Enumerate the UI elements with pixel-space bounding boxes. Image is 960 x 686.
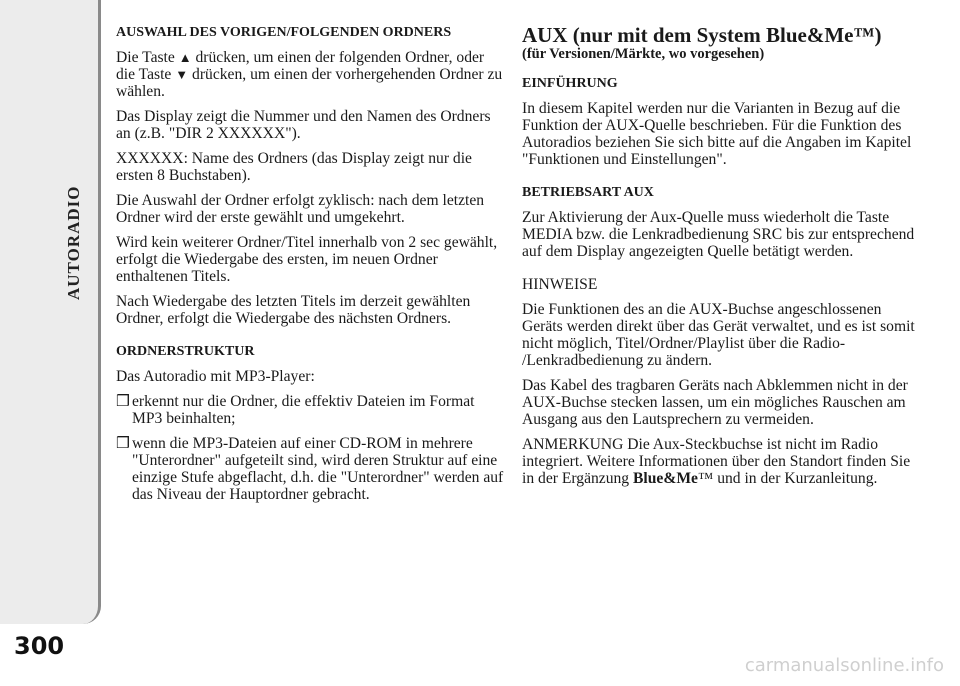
text-segment: drücken, um einen der folgenden Ordner, oder die Taste: [116, 49, 485, 83]
side-tab: [0, 0, 101, 624]
heading-aux-mode: BETRIEBSART AUX: [522, 185, 654, 200]
heading-folder-structure: ORDNERSTRUKTUR: [116, 344, 255, 359]
paragraph: Die Auswahl der Ordner erfolgt zyklisch: nach dem letzten Ordner wird der erste gewählt und umgekehrt.: [116, 192, 485, 226]
checkbox-bullet-icon: ❒: [116, 435, 130, 452]
paragraph: Das Autoradio mit MP3-Player:: [116, 368, 315, 385]
list-item-text: wenn die MP3-Dateien auf einer CD-ROM in mehrere "Unterordner" aufgeteilt sind, wird deren Struktur auf eine einzige Stufe abgeflacht, d.h. die "Unterordner" werden auf das Niveau der Hauptordner gebracht.: [132, 435, 504, 503]
section-title: AUX (nur mit dem System Blue&Me™): [522, 23, 882, 47]
text-segment: drücken, um einen der vorhergehenden Ordner zu wählen.: [116, 66, 503, 100]
paragraph: In diesem Kapitel werden nur die Varianten in Bezug auf die Funktion der AUX-Quelle beschrieben. Für die Funktion des Autoradios beziehen Sie sich bitte auf die Angaben im Kapitel "Funktionen und Einstellungen".: [522, 100, 912, 168]
paragraph: Zur Aktivierung der Aux-Quelle muss wiederholt die Taste MEDIA bzw. die Lenkradbedienung SRC bis zur entsprechend auf dem Display angezeigten Quelle betätigt werden.: [522, 209, 915, 260]
page-number: 300: [14, 632, 65, 660]
up-arrow-icon: ▲: [178, 50, 192, 65]
text-segment: und in der Kurzanleitung.: [717, 470, 878, 487]
paragraph: Nach Wiedergabe des letzten Titels im derzeit gewählten Ordner, erfolgt die Wiedergabe des nächsten Ordners.: [116, 293, 471, 327]
paragraph: Das Display zeigt die Nummer und den Namen des Ordners an (z.B. "DIR 2 XXXXXX").: [116, 108, 491, 142]
right-column: [522, 24, 918, 495]
trademark-symbol: ™: [697, 470, 714, 487]
section-label: AUTORADIO: [64, 185, 83, 300]
text-segment: ANMERKUNG Die Aux-Steckbuchse ist nicht im Radio integriert. Weitere Informationen über den Standort finden Sie in der Ergänzung: [522, 436, 911, 487]
left-column: [116, 24, 504, 511]
heading-notes: HINWEISE: [522, 276, 598, 293]
paragraph: XXXXXX: Name des Ordners (das Display zeigt nur die ersten 8 Buchstaben).: [116, 150, 472, 184]
paragraph-folder-keys: [116, 49, 504, 100]
paragraph-note: [522, 436, 918, 487]
heading-introduction: EINFÜHRUNG: [522, 76, 618, 91]
down-arrow-icon: ▼: [175, 67, 189, 82]
list-item-text: erkennt nur die Ordner, die effektiv Dateien im Format MP3 beinhalten;: [132, 393, 475, 427]
section-subtitle: (für Versionen/Märkte, wo vorgesehen): [522, 46, 765, 62]
checkbox-bullet-icon: ❒: [116, 393, 130, 410]
list-item: [116, 435, 504, 503]
paragraph: Die Funktionen des an die AUX-Buchse angeschlossenen Geräts werden direkt über das Gerät verwaltet, und es ist somit nicht möglich, Titel/Ordner/Playlist über die Radio- /Lenkradbedienung zu ändern.: [522, 301, 915, 369]
brand-name: Blue&Me: [633, 470, 698, 487]
paragraph: Das Kabel des tragbaren Geräts nach Abklemmen nicht in der AUX-Buchse stecken lassen, um ein mögliches Rauschen am Ausgang aus den Lautsprechern zu vermeiden.: [522, 377, 908, 428]
paragraph: Wird kein weiterer Ordner/Titel innerhalb von 2 sec gewählt, erfolgt die Wiedergabe des ersten, im neuen Ordner enthaltenen Titels.: [116, 234, 498, 285]
text-segment: Die Taste: [116, 49, 175, 66]
heading-folder-select: AUSWAHL DES VORIGEN/FOLGENDEN ORDNERS: [116, 25, 452, 40]
list-item: [116, 393, 504, 427]
watermark-footer: carmanualsonline.info: [744, 655, 944, 676]
